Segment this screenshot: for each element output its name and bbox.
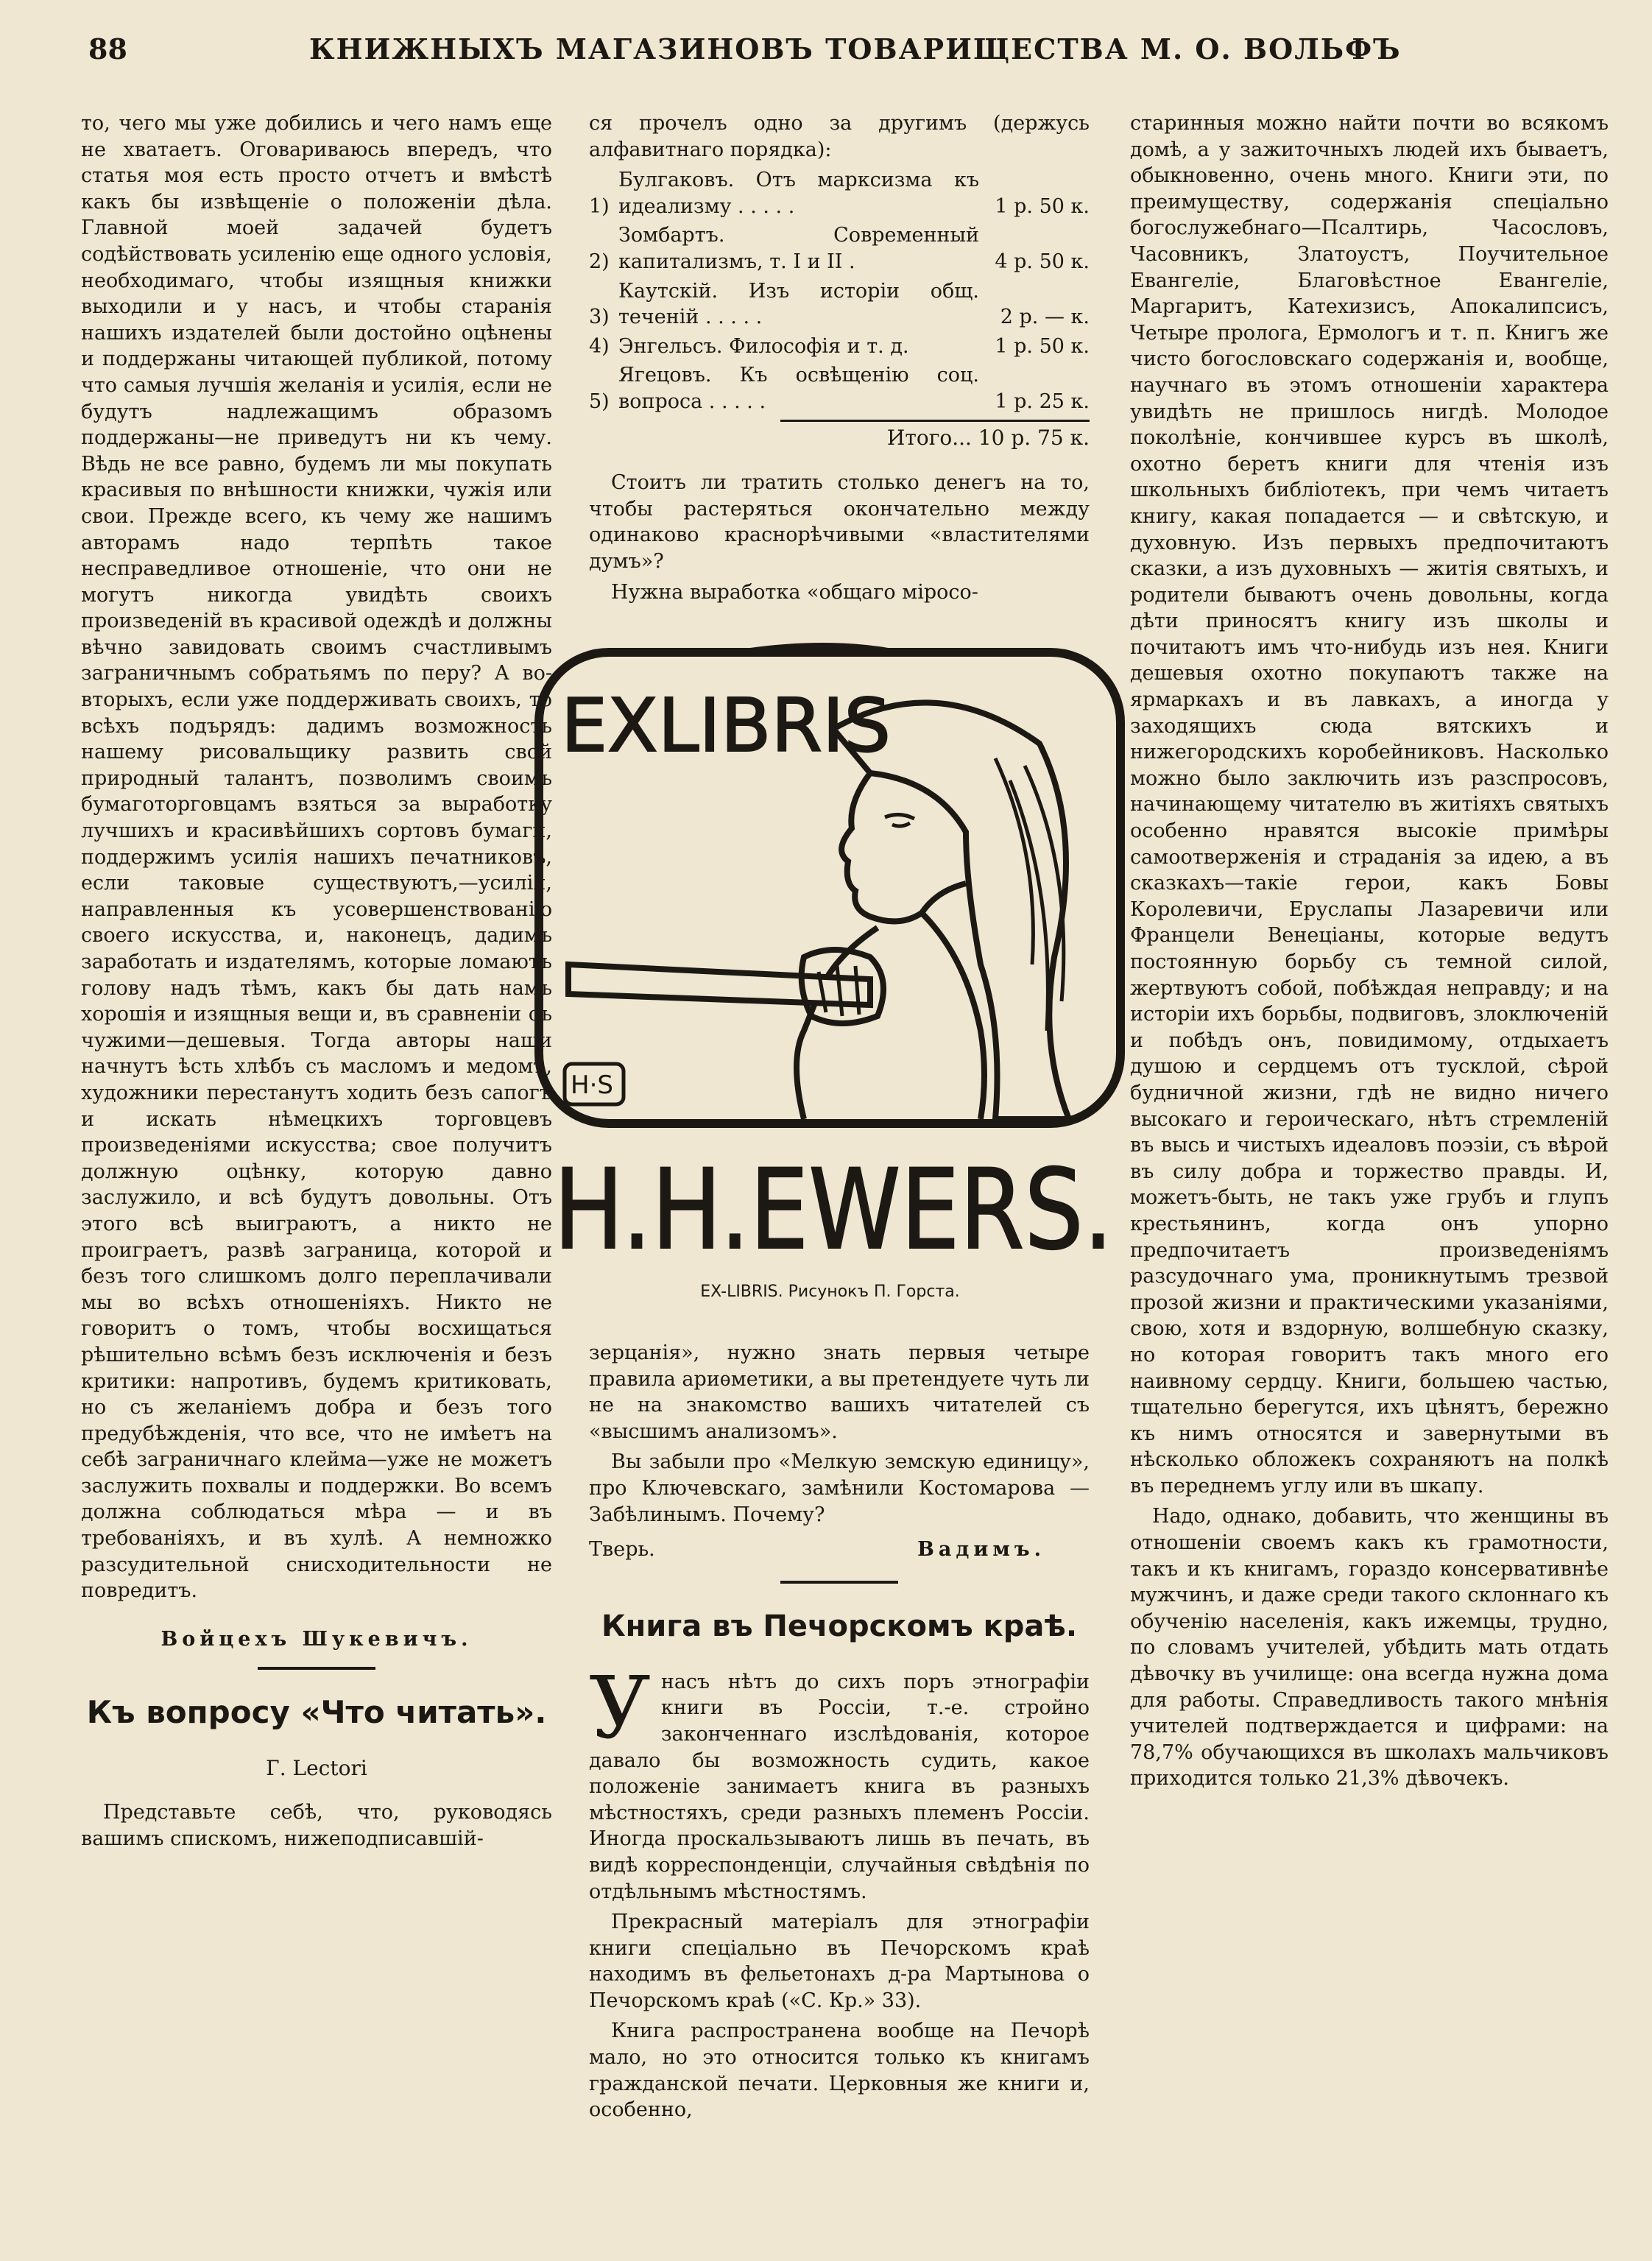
article-author: Г. Lectori bbox=[266, 1756, 367, 1781]
drop-cap: У bbox=[589, 1658, 651, 1758]
book-list-item bbox=[589, 278, 1090, 331]
book-list-item bbox=[589, 167, 1090, 219]
signature-row bbox=[589, 1537, 1090, 1563]
book-list bbox=[589, 167, 1090, 415]
article-paragraph: Стоитъ ли тратить столько денегъ на то, чтобы растеряться окончательно между одинаково краснорѣчивыми «властителями думъ»? bbox=[589, 471, 1090, 573]
figure-face bbox=[841, 773, 966, 921]
article-paragraph: то, чего мы уже добились и чего намъ еще не хватаетъ. Оговариваюсь впередъ, что статья моя есть просто отчетъ и вмѣстѣ какъ бы извѣщеніе о положеніи дѣла. Главной моей задачей будетъ содѣйствовать усиленію еще одного условія, необходимаго, чтобы изящныя книжки выходили и у насъ, и чтобы старанія нашихъ издателей были достойно оцѣнены и поддержаны читающей публикой, потому что самыя лучшія желанія и усилія, если не будутъ надлежащимъ образомъ поддержаны—не приведутъ ни къ чему. Вѣдь не все равно, будемъ ли мы покупать красивыя по внѣшности книжки, чужія или свои. Прежде всего, къ чему же нашимъ авторамъ надо терпѣть такое несправедливое отношеніе, что они не могутъ никогда увидѣть своихъ произведеній въ красивой одеждѣ и должны вѣчно завидовать своимъ счастливымъ заграничнымъ собратьямъ по перу? А во-вторыхъ, если уже поддерживать своихъ, то всѣхъ подърядъ: дадимъ возможность нашему рисовальщику развить свой природный талантъ, позволимъ своимъ бумаготорговцамъ взяться за выработку лучшихъ и красивѣйшихъ сортовъ бумаги, поддержимъ усилія нашихъ печатниковъ, если таковые существуютъ,—усилія, направленныя къ усовершенствованію своего искусства, и, наконецъ, дадимъ заработать и издателямъ, которые ломаютъ голову надъ тѣмъ, какъ бы дать намъ хорошія и изящныя вещи и, въ сравненіи съ чужими—дешевыя. Тогда авторы наши начнутъ ѣсть хлѣбъ съ масломъ и медомъ, художники перестанутъ ходить безъ сапогъ и искать нѣмецкихъ торговцевъ произведеніями искусства; свое получитъ должную оцѣнку, которую давно заслужило, и всѣ будутъ довольны. Отъ этого всѣ выиграютъ, а никто не проиграетъ, развѣ заграница, которой и безъ того слишкомъ долго переплачивали мы во всѣхъ отношеніяхъ. Никто не говоритъ о томъ, чтобы восхищаться рѣшительно всѣмъ безъ исключенія и безъ критики: напротивъ, будемъ критиковать, но съ желаніемъ добра и безъ того предубѣжденія, что все, что не имѣетъ на себѣ заграничнаго клейма—уже не можетъ заслужить похвалы и поддержки. Во всемъ должна соблюдаться мѣра — и въ требованіяхъ, и въ хулѣ. А немножко разсудительной снисходительности не повредитъ. bbox=[81, 112, 552, 1603]
book-number: 1) bbox=[589, 194, 610, 218]
exlibris-top-text: EXLIBRIS bbox=[561, 682, 891, 769]
author-signature: Вадимъ. bbox=[917, 1538, 1045, 1562]
running-head: КНИЖНЫХЪ МАГАЗИНОВЪ ТОВАРИЩЕСТВА М. О. ВОЛЬФЪ bbox=[309, 32, 1402, 66]
exlibris-monogram: H·S bbox=[571, 1070, 613, 1100]
middle-column-bottom bbox=[589, 1340, 1090, 2128]
exlibris-illustration bbox=[524, 648, 1139, 1281]
book-title: Зомбартъ. Современный капитализмъ, т. I и II . bbox=[618, 224, 979, 273]
paragraph-text: насъ нѣтъ до сихъ поръ этнографіи книги въ Россіи, т.-е. стройно законченнаго изслѣдованія, которое давало бы возможность судить, какое положеніе занимаетъ книга въ разныхъ мѣстностяхъ, среди разныхъ племенъ Россіи. Иногда проскальзываютъ лишь въ печать, въ видѣ корреспонденціи, случайныя свѣдѣнія по отдѣльнымъ мѣстностямъ. bbox=[589, 1670, 1090, 1903]
book-title: Каутскій. Изъ исторіи общ. теченій . . . . . bbox=[618, 279, 979, 329]
article-paragraph: Надо, однако, добавить, что женщины въ отношеніи своемъ какъ къ грамотности, такъ и къ книгамъ, гораздо консервативнѣе мужчинъ, и даже среди такого склоннаго къ обученію населенія, какъ ижемцы, трудно, по словамъ учителей, убѣдить мать отдать дѣвочку въ училище: она всегда нужна дома для работы. Справедливость такого мнѣнія учителей подтверждается и цифрами: на 78,7% обучающихся въ школахъ мальчиковъ приходится только 21,3% дѣвочекъ. bbox=[1130, 1505, 1609, 1791]
book-list-item bbox=[589, 362, 1090, 415]
article-paragraph: старинныя можно найти почти во всякомъ домѣ, а у зажиточныхъ людей ихъ бываетъ, обыкновенно, очень много. Книги эти, по преимуществу, содержанія спеціально богослужебнаго—Псалтирь, Часословъ, Часовникъ, Златоустъ, Поучительное Евангеліе, Благовѣстное Евангеліе, Маргаритъ, Катехизисъ, Апокалипсисъ, Четыре пролога, Ермологъ и т. п. Книгъ же чисто богословскаго содержанія и, вообще, научнаго въ этомъ отношеніи характера увидѣть не пришлось нигдѣ. Молодое поколѣніе, кончившее курсъ въ школѣ, охотно беретъ книги для чтенія изъ школьныхъ библіотекъ, при чемъ читаетъ книгу, какая попадается — и свѣтскую, и духовную. Изъ первыхъ предпочитаютъ сказки, а изъ духовныхъ — житія святыхъ, и родители бываютъ очень довольны, когда дѣти приносятъ книгу изъ школы и почитаютъ имъ что-нибудь изъ нея. Книги дешевыя охотно покупаютъ также на ярмаркахъ и въ лавкахъ, а иногда у заходящихъ сюда вятскихъ и нижегородскихъ коробейниковъ. Насколько можно было заключить изъ разспросовъ, начинающему читателю въ житіяхъ святыхъ особенно нравятся высокіе примѣры самоотверженія и страданія за идею, а въ сказкахъ—такіе герои, какъ Бовы Королевичи, Еруслапы Лазаревичи или Францели Венеціаны, которые ведутъ постоянную борьбу съ темной силой, жертвуютъ собой, побѣждая неправду; и на исторіи ихъ борьбы, подвиговъ, злоключеній и побѣдъ онъ, повидимому, отдыхаетъ душою и сердцемъ отъ тусклой, сѣрой будничной жизни, гдѣ не видно ничего высокаго и героическаго, нѣтъ стремленій въ высь и чистыхъ идеаловъ поэзіи, съ вѣрой въ силу добра и торжество правды. И, можетъ-быть, не такъ уже грубъ и глупъ крестьянинъ, когда онъ упорно предпочитаетъ произведеніямъ разсудочнаго ума, проникнутымъ трезвой прозой жизни и практическими указаніями, свою, хотя и вздорную, волшебную сказку, но которая говоритъ такъ много его наивному сердцу. Книги, большею частью, тщательно берегутся, ихъ цѣнятъ, бережно къ нимъ относятся и завернутыми въ нѣсколько обложекъ сохраняютъ на полкѣ въ переднемъ углу или въ шкапу. bbox=[1130, 112, 1609, 1498]
book-number: 3) bbox=[589, 306, 610, 329]
middle-column-top bbox=[589, 110, 1090, 610]
book-price: 1 р. 25 к. bbox=[995, 389, 1090, 413]
book-number: 2) bbox=[589, 250, 610, 273]
page-number: 88 bbox=[88, 32, 127, 66]
article-paragraph: зерцанія», нужно знать первыя четыре правила ариѳметики, а вы претендуете чуть ли не на знакомство вашихъ читателей съ «высшимъ анализомъ». bbox=[589, 1341, 1090, 1443]
book-title: Булгаковъ. Отъ марксизма къ идеализму . . . . . bbox=[618, 169, 979, 218]
book-price: 4 р. 50 к. bbox=[995, 250, 1090, 273]
figure-body bbox=[797, 913, 984, 1119]
book-list-item bbox=[589, 334, 1090, 360]
article-heading: Книга въ Печорскомъ краѣ. bbox=[601, 1609, 1078, 1643]
book-title: Энгельсъ. Философія и т. д. bbox=[618, 334, 909, 358]
section-divider bbox=[780, 1581, 898, 1584]
left-column bbox=[81, 110, 552, 1856]
page-header bbox=[81, 27, 1575, 78]
article-paragraph: Книга распространена вообще на Печорѣ мало, но это относится только къ книгамъ гражданской печати. Церковныя же книги и, особенно, bbox=[589, 2020, 1090, 2122]
book-number: 4) bbox=[589, 334, 610, 358]
section-divider bbox=[258, 1667, 375, 1670]
article-paragraph: Вы забыли про «Мелкую земскую единицу», про Ключевскаго, замѣнили Костомарова — Забѣлинымъ. Почему? bbox=[589, 1450, 1090, 1526]
author-signature: Войцехъ Шукевичъ. bbox=[160, 1627, 473, 1651]
book-number: 5) bbox=[589, 389, 610, 413]
article-paragraph: ся прочелъ одно за другимъ (держусь алфавитнаго порядка): bbox=[589, 112, 1090, 161]
place-name: Тверь. bbox=[589, 1538, 655, 1562]
book-list-item bbox=[589, 222, 1090, 275]
article-heading: Къ вопросу «Что читать». bbox=[86, 1694, 547, 1731]
book-price: 1 р. 50 к. bbox=[995, 334, 1090, 358]
article-paragraph: Представьте себѣ, что, руководясь вашимъ спискомъ, нижеподписавшій- bbox=[81, 1801, 552, 1850]
book-title: Ягецовъ. Къ освѣщенію соц. вопроса . . . . . bbox=[618, 364, 979, 413]
exlibris-name: H.H.EWERS. bbox=[554, 1146, 1113, 1274]
right-column bbox=[1130, 110, 1609, 1796]
article-paragraph bbox=[589, 1658, 1090, 1905]
list-total: Итого... 10 р. 75 к. bbox=[780, 420, 1090, 451]
illustration-caption: EX-LIBRIS. Рисунокъ П. Горста. bbox=[700, 1283, 960, 1301]
book-price: 1 р. 50 к. bbox=[995, 194, 1090, 218]
article-paragraph: Прекрасный матеріалъ для этнографіи книги спеціально въ Печорскомъ краѣ находимъ въ фельетонахъ д-ра Мартынова о Печорскомъ краѣ («С. Кр.» 33). bbox=[589, 1911, 1090, 2012]
book-price: 2 р. — к. bbox=[1000, 306, 1090, 329]
article-paragraph: Нужна выработка «общаго міросо- bbox=[611, 580, 978, 604]
